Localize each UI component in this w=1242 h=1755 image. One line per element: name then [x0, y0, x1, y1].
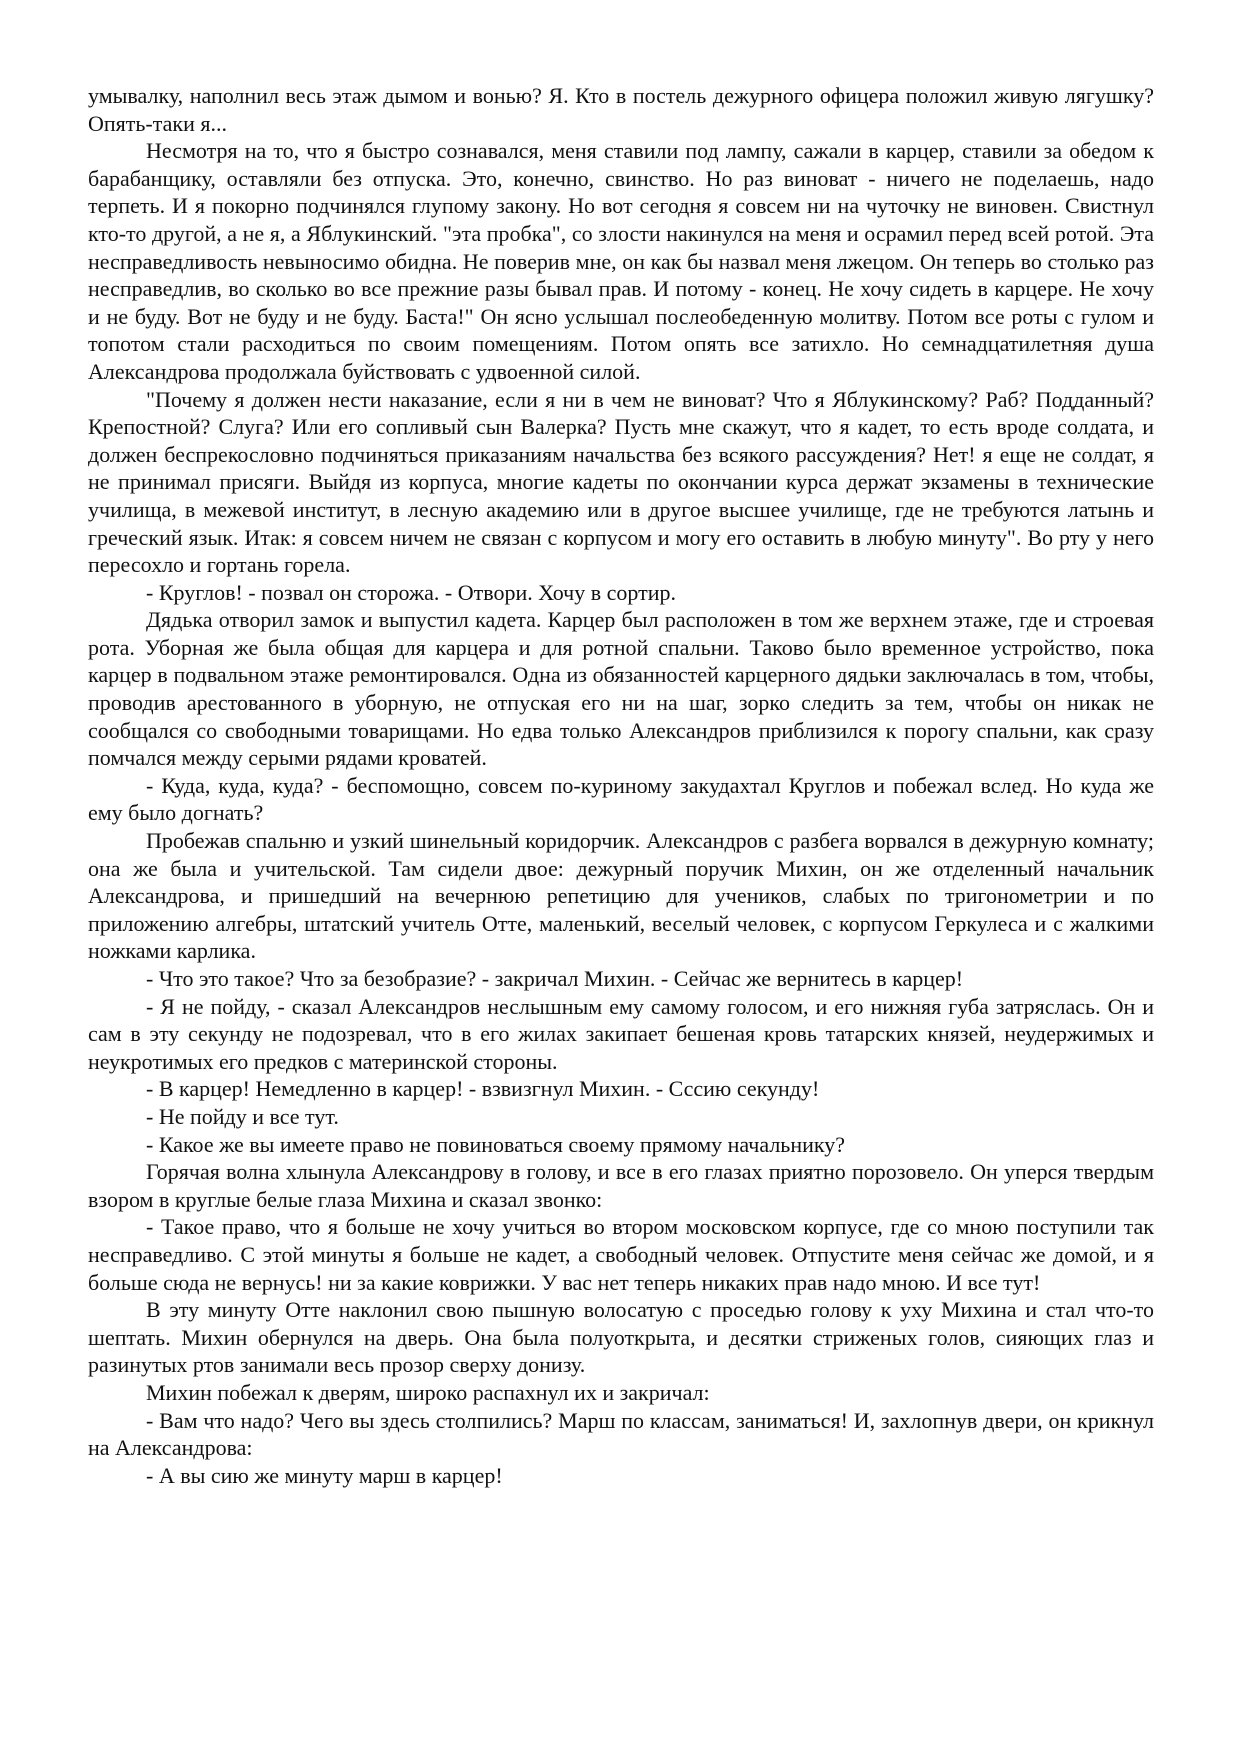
- paragraph: Дядька отворил замок и выпустил кадета. Карцер был расположен в том же верхнем этаже, где и строевая рота. Уборная же была общая для карцера и для ротной спальни. Таково было временное устройство, пока карцер в подвальном этаже ремонтировался. Одна из обязанностей карцерного дядьки заключалась в том, чтобы, проводив арестованного в уборную, не отпуская его ни на шаг, зорко следить за тем, чтобы он никак не сообщался со свободными товарищами. Но едва только Александров приблизился к порогу спальни, как сразу помчался между серыми рядами кроватей.: [88, 607, 1154, 771]
- dialogue-line: - Вам что надо? Чего вы здесь столпились? Марш по классам, заниматься! И, захлопнув двери, он крикнул на Александрова:: [88, 1407, 1154, 1461]
- paragraph: Михин побежал к дверям, широко распахнул их и закричал:: [146, 1379, 710, 1405]
- paragraph: Несмотря на то, что я быстро сознавался, меня ставили под лампу, сажали в карцер, ставили за обедом к барабанщику, оставляли без отпуска. Это, конечно, свинство. Но раз виноват - ничего не поделаешь, надо терпеть. И я покорно подчинялся глупому закону. Но вот сегодня я совсем ни на чуточку не виновен. Свистнул кто-то другой, а не я, а Яблукинский. "эта пробка", со злости накинулся на меня и осрамил перед всей ротой. Эта несправедливость невыносимо обидна. Не поверив мне, он как бы назвал меня лжецом. Он теперь во столько раз несправедлив, во сколько во все прежние разы бывал прав. И потому - конец. Не хочу сидеть в карцере. Не хочу и не буду. Вот не буду и не буду. Баста!" Он ясно услышал послеобеденную молитву. Потом все роты с гулом и топотом стали расходиться по своим помещениям. Потом опять все затихло. Но семнадцатилетняя душа Александрова продолжала буйствовать с удвоенной силой.: [88, 138, 1154, 384]
- dialogue-line: - В карцер! Немедленно в карцер! - взвизгнул Михин. - Сссию секунду!: [146, 1076, 820, 1102]
- dialogue-line: - Круглов! - позвал он сторожа. - Отвори. Хочу в сортир.: [146, 579, 676, 605]
- dialogue-line: - Что это такое? Что за безобразие? - закричал Михин. - Сейчас же вернитесь в карцер!: [146, 966, 964, 991]
- paragraph: В эту минуту Отте наклонил свою пышную волосатую с проседью голову к уху Михина и стал что-то шептать. Михин обернулся на дверь. Она была полуоткрыта, и десятки стриженых голов, сияющих глаз и разинутых ртов занимали весь прозор сверху донизу.: [88, 1297, 1154, 1378]
- dialogue-line: - А вы сию же минуту марш в карцер!: [146, 1462, 503, 1488]
- dialogue-line: - Я не пойду, - сказал Александров неслышным ему самому голосом, и его нижняя губа затряслась. Он и сам в эту секунду не подозревал, что в его жилах закипает бешеная кровь татарских князей, неудержимых и неукротимых его предков с материнской стороны.: [88, 993, 1154, 1074]
- dialogue-line: - Не пойду и все тут.: [146, 1103, 339, 1129]
- paragraph-continuation: умывалку, наполнил весь этаж дымом и вонью? Я. Кто в постель дежурного офицера положил живую лягушку? Опять-таки я...: [88, 83, 1154, 136]
- paragraph: Горячая волна хлынула Александрову в голову, и все в его глазах приятно порозовело. Он уперся твердым взором в круглые белые глаза Михина и сказал звонко:: [88, 1159, 1154, 1212]
- paragraph: "Почему я должен нести наказание, если я ни в чем не виноват? Что я Яблукинскому? Раб? Подданный? Крепостной? Слуга? Или его сопливый сын Валерка? Пусть мне скажут, что я кадет, то есть вроде солдата, и должен беспрекословно подчиняться приказаниям начальства без всякого рассуждения? Нет! я еще не солдат, я не принимал присяги. Выйдя из корпуса, многие кадеты по окончании курса держат экзамены в технические училища, в межевой институт, в лесную академию или в другое высшее училище, где не требуются латынь и греческий язык. Итак: я совсем ничем не связан с корпусом и могу его оставить в любую минуту". Во рту у него пересохло и гортань горела.: [88, 386, 1154, 578]
- dialogue-line: - Такое право, что я больше не хочу учиться во втором московском корпусе, где со мною поступили так несправедливо. С этой минуты я больше не кадет, а свободный человек. Отпустите меня сейчас же домой, и я больше сюда не вернусь! ни за какие коврижки. У вас нет теперь никаких прав надо мною. И все тут!: [88, 1214, 1154, 1295]
- document-page: [88, 82, 1154, 1489]
- dialogue-line: - Какое же вы имеете право не повиноваться своему прямому начальнику?: [146, 1131, 846, 1157]
- paragraph: Пробежав спальню и узкий шинельный коридорчик. Александров с разбега ворвался в дежурную комнату; она же была и учительской. Там сидели двое: дежурный поручик Михин, он же отделенный начальник Александрова, и пришедший на вечернюю репетицию для учеников, слабых по тригонометрии и по приложению алгебры, штатский учитель Отте, маленький, веселый человек, с корпусом Геркулеса и с жалкими ножками карлика.: [88, 828, 1154, 964]
- dialogue-line: - Куда, куда, куда? - беспомощно, совсем по-куриному закудахтал Круглов и побежал вслед. Но куда же ему было догнать?: [88, 772, 1154, 826]
